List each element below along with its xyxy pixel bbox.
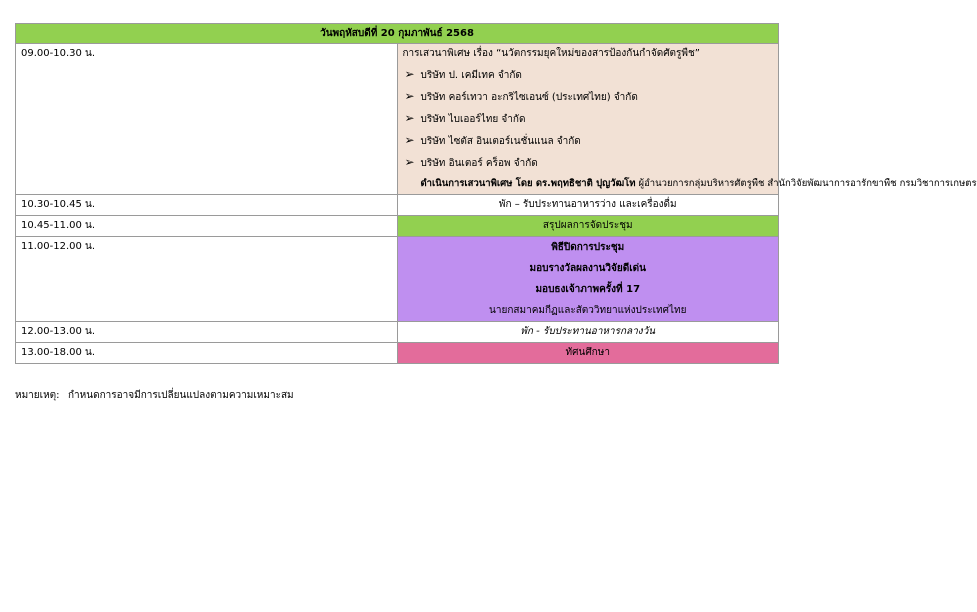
arrow-bullet-icon: ➢: [404, 67, 415, 81]
arrow-bullet-icon: ➢: [404, 89, 415, 103]
session-cell: [397, 44, 977, 195]
closing-by: นายกสมาคมกีฏและสัตววิทยาแห่งประเทศไทย: [489, 305, 687, 316]
time-cell: 10.30-10.45 น.: [16, 195, 398, 216]
arrow-bullet-icon: ➢: [404, 133, 415, 147]
list-item: [403, 64, 774, 86]
summary-cell: สรุปผลการจัดประชุม: [397, 216, 779, 237]
time-cell: 09.00-10.30 น.: [16, 44, 398, 195]
time-cell: 10.45-11.00 น.: [16, 216, 398, 237]
break-cell: พัก – รับประทานอาหารว่าง และเครื่องดื่ม: [397, 195, 779, 216]
time-cell: 12.00-13.00 น.: [16, 322, 398, 343]
footnote: [15, 388, 294, 403]
award-line: มอบรางวัลผลงานวิจัยดีเด่น: [529, 263, 646, 274]
table-row: [16, 195, 779, 216]
moderator-name: ดำเนินการเสวนาพิเศษ โดย ดร.พฤทธิชาติ ปุญวัฒโท: [420, 178, 636, 189]
footnote-text: กำหนดการอาจมีการเปลี่ยนแปลงตามความเหมาะสม: [68, 390, 294, 401]
list-item: [403, 108, 774, 130]
closing-cell: [397, 237, 779, 322]
arrow-bullet-icon: ➢: [404, 111, 415, 125]
company-name: บริษัท คอร์เทวา อะกริไซเอนซ์ (ประเทศไทย) จำกัด: [420, 92, 638, 103]
flag-line: มอบธงเจ้าภาพครั้งที่ 17: [535, 284, 641, 295]
tour-cell: ทัศนศึกษา: [397, 343, 779, 364]
time-cell: 13.00-18.00 น.: [16, 343, 398, 364]
closing-ceremony: พิธีปิดการประชุม: [551, 242, 625, 253]
time-cell: 11.00-12.00 น.: [16, 237, 398, 322]
table-row: [16, 343, 779, 364]
schedule-table: [15, 23, 977, 364]
table-row: [16, 322, 779, 343]
table-row: [16, 44, 779, 195]
list-item: [403, 152, 774, 174]
company-name: บริษัท ไซตัส อินเตอร์เนชั่นแนล จำกัด: [420, 136, 581, 147]
moderator-line: [403, 174, 977, 194]
arrow-bullet-icon: ➢: [404, 155, 415, 169]
list-item: [403, 130, 774, 152]
table-header-row: [16, 24, 779, 44]
company-name: บริษัท อินเตอร์ คร็อพ จำกัด: [420, 158, 538, 169]
footnote-label: หมายเหตุ:: [15, 390, 60, 401]
moderator-title: ผู้อำนวยการกลุ่มบริหารศัตรูพืช สำนักวิจัยพัฒนาการอารักขาพืช กรมวิชาการเกษตร: [635, 178, 977, 189]
list-item: [403, 86, 774, 108]
session-title: การเสวนาพิเศษ เรื่อง “นวัตกรรมยุคใหม่ของสารป้องกันกำจัดศัตรูพืช”: [402, 48, 700, 59]
date-header: วันพฤหัสบดีที่ 20 กุมภาพันธ์ 2568: [16, 24, 779, 44]
company-name: บริษัท ไบเออร์ไทย จำกัด: [420, 114, 526, 125]
table-row: [16, 216, 779, 237]
company-name: บริษัท ป. เคมีเทค จำกัด: [420, 70, 522, 81]
lunch-cell: พัก - รับประทานอาหารกลางวัน: [397, 322, 779, 343]
table-row: [16, 237, 779, 322]
